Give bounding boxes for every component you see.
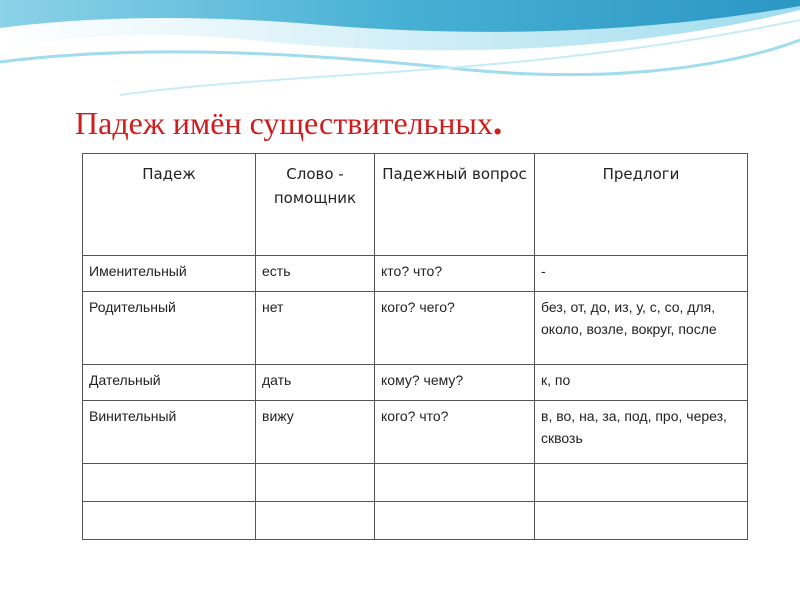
prepositions-cell: к, по bbox=[535, 364, 748, 400]
table-row bbox=[83, 292, 748, 365]
case-cell: Именительный bbox=[83, 256, 256, 292]
helper-cell: нет bbox=[256, 292, 375, 365]
case-cell: Родительный bbox=[83, 292, 256, 365]
helper-cell: есть bbox=[256, 256, 375, 292]
table-header-row bbox=[83, 154, 748, 256]
page-title bbox=[75, 100, 502, 144]
cases-table bbox=[82, 153, 748, 540]
question-cell bbox=[375, 501, 535, 539]
question-cell: кого? чего? bbox=[375, 292, 535, 365]
prepositions-cell: в, во, на, за, под, про, через, сквозь bbox=[535, 401, 748, 464]
helper-cell bbox=[256, 501, 375, 539]
prepositions-cell: без, от, до, из, у, с, со, для, около, возле, вокруг, после bbox=[535, 292, 748, 365]
table-row-empty bbox=[83, 464, 748, 501]
helper-cell: вижу bbox=[256, 401, 375, 464]
case-cell: Винительный bbox=[83, 401, 256, 464]
header-case-question: Падежный вопрос bbox=[375, 154, 535, 256]
header-prepositions: Предлоги bbox=[535, 154, 748, 256]
page-title-dot: . bbox=[492, 101, 503, 143]
case-cell bbox=[83, 501, 256, 539]
page-title-text: Падеж имён существительных bbox=[75, 105, 493, 141]
header-case: Падеж bbox=[83, 154, 256, 256]
table-row bbox=[83, 256, 748, 292]
question-cell: кто? что? bbox=[375, 256, 535, 292]
table-row bbox=[83, 364, 748, 400]
question-cell: кому? чему? bbox=[375, 364, 535, 400]
header-helper-word: Слово - помощник bbox=[256, 154, 375, 256]
prepositions-cell bbox=[535, 464, 748, 501]
question-cell bbox=[375, 464, 535, 501]
table-row-empty bbox=[83, 501, 748, 539]
table-row bbox=[83, 401, 748, 464]
helper-cell: дать bbox=[256, 364, 375, 400]
decorative-waves bbox=[0, 0, 800, 100]
case-cell bbox=[83, 464, 256, 501]
question-cell: кого? что? bbox=[375, 401, 535, 464]
helper-cell bbox=[256, 464, 375, 501]
case-cell: Дательный bbox=[83, 364, 256, 400]
prepositions-cell: - bbox=[535, 256, 748, 292]
prepositions-cell bbox=[535, 501, 748, 539]
